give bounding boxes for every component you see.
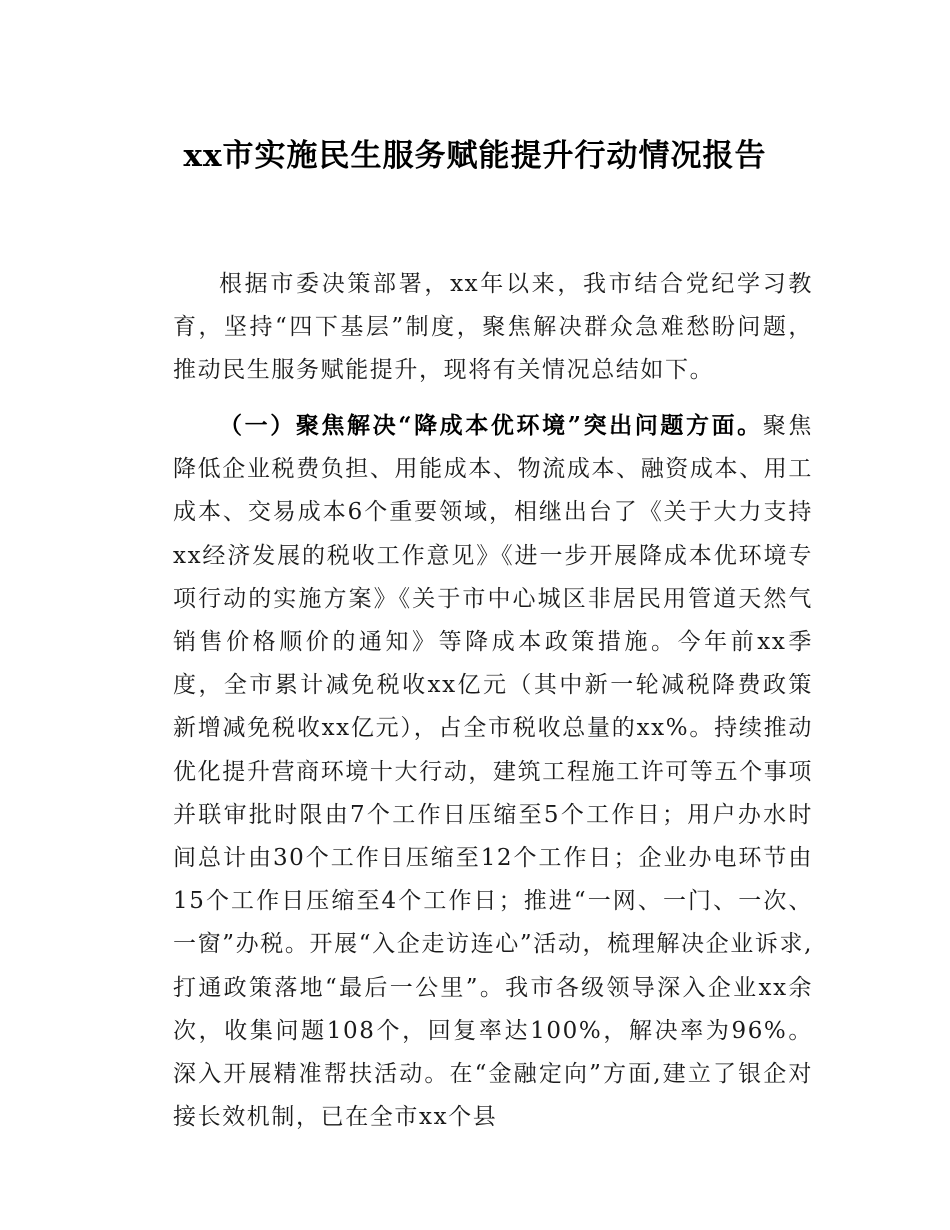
section-1-heading: （一）聚焦解决“降成本优环境”突出问题方面。 [219, 412, 763, 439]
paragraph-intro-text: 根据市委决策部署，xx年以来，我市结合党纪学习教育，坚持“四下基层”制度，聚焦解决群众急难愁盼问题，推动民生服务赋能提升，现将有关情况总结如下。 [173, 271, 813, 384]
paragraph-intro [173, 263, 813, 393]
document-title: xx市实施民生服务赋能提升行动情况报告 [183, 137, 767, 174]
section-1-text: 聚焦降低企业税费负担、用能成本、物流成本、融资成本、用工成本、交易成本6个重要领域，相继出台了《关于大力支持xx经济发展的税收工作意见》《进一步开展降成本优环境专项行动的实施方案》《关于市中心城区非居民用管道天然气销售价格顺价的通知》等降成本政策措施。今年前xx季度，全市累计减免税收xx亿元（其中新一轮减税降费政策新增减免税收xx亿元），占全市税收总量的xx%。持续推动优化提升营商环境十大行动，建筑工程施工许可等五个事项并联审批时限由7个工作日压缩至5个工作日；用户办水时间总计由30个工作日压缩至12个工作日；企业办电环节由15个工作日压缩至4个工作日；推进“一网、一门、一次、一窗”办税。开展“入企走访连心”活动，梳理解决企业诉求,打通政策落地“最后一公里”。我市各级领导深入企业xx余次，收集问题108个，回复率达100%，解决率为96%。深入开展精准帮扶活动。在“金融定向”方面,建立了银企对接长效机制，已在全市xx个县 [173, 413, 813, 1131]
paragraph-section-1 [173, 404, 813, 1139]
